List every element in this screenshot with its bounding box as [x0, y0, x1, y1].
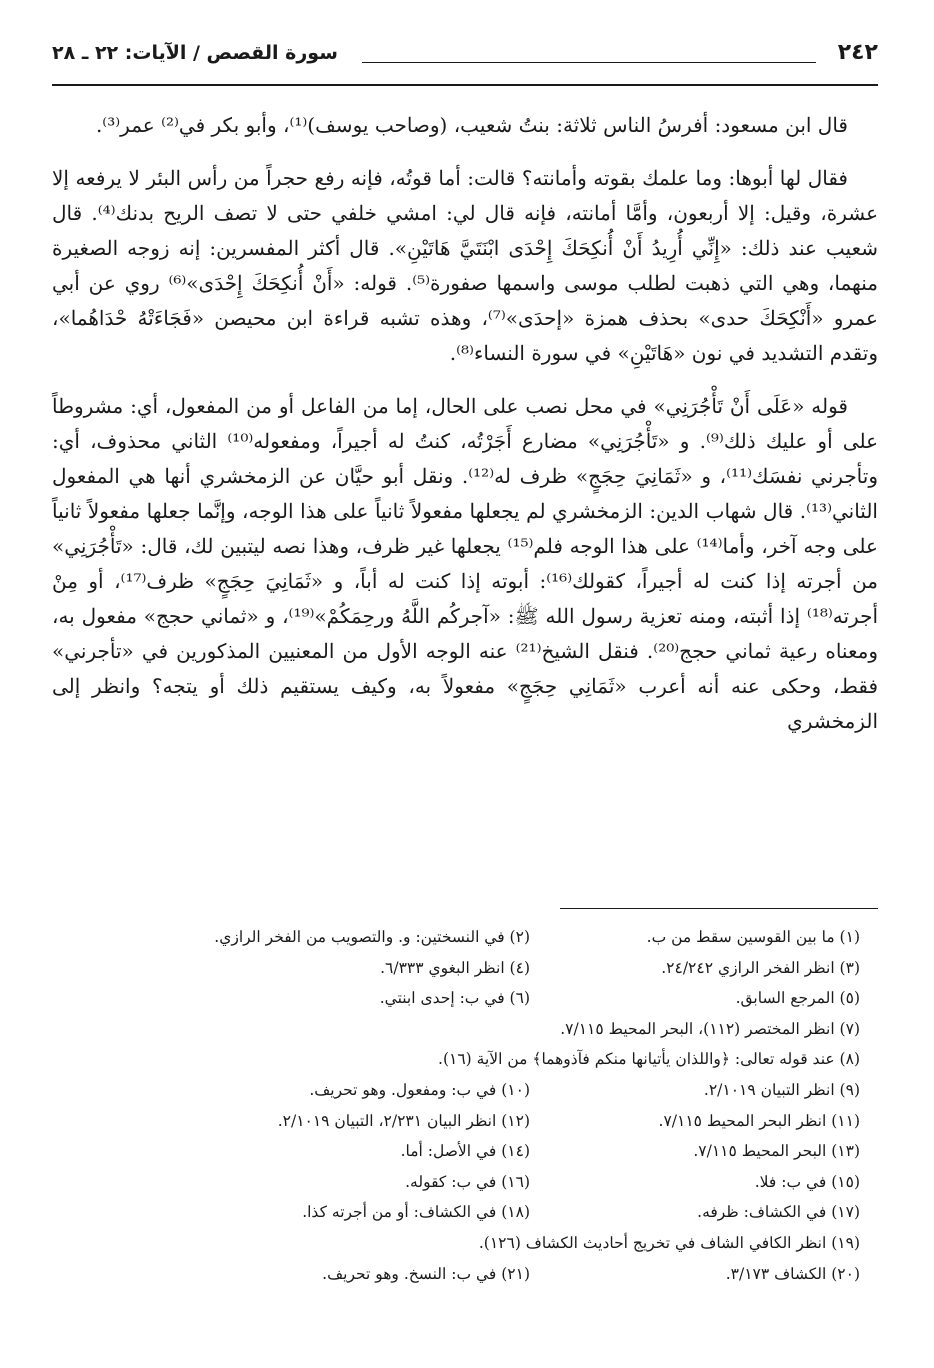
page-number: ٢٤٢ [837, 40, 878, 65]
footnote: (١٧) في الكشاف: ظرفه. [697, 1203, 860, 1222]
footnote: (١٦) في ب: كقوله. [405, 1172, 530, 1191]
paragraph: قوله «عَلَى أَنْ تَأْجُرَنِي» في محل نصب على الحال، إما من الفاعل أو من المفعول، أي: مشروطاً على أو عليك ذلك⁽⁹⁾. و «تَأْجُرَنِي» مضارع أَجَرْتُه، كنتُ له أجيراً، ومفعوله⁽¹⁰⁾ الثاني محذوف، أي: وتأجرني نفسَك⁽¹¹⁾، و «ثَمَانِيَ حِجَجٍ» ظرف له⁽¹²⁾. ونقل أبو حيَّان عن الزمخشري أنها هي المفعول الثاني⁽¹³⁾. قال شهاب الدين: الزمخشري لم يجعلها مفعولاً ثانياً على هذا الوجه، وإنَّما جعلها مفعولاً ثانياً على وجه آخر، وأما⁽¹⁴⁾ على هذا الوجه فلم⁽¹⁵⁾ يجعلها غير ظرف، وهذا نصه ليتبين لك، قال: «تَأْجُرَنِي» من أجرته إذا كنت له أجيراً، كقولك⁽¹⁶⁾: أبوته إذا كنت له أباً، و «ثَمَانِيَ حِجَجٍ» ظرف⁽¹⁷⁾، أو مِنْ أجرته⁽¹⁸⁾ إذا أثبته، ومنه تعزية رسول الله ﷺ: «آجركُم اللَّهُ ورحِمَكُمْ»⁽¹⁹⁾، و «ثماني حجج» مفعول به، ومعناه رعية ثماني حجج⁽²⁰⁾. فنقل الشيخ⁽²¹⁾ عنه الوجه الأول من المعنيين المذكورين في «تأجرني» فقط، وحكى عنه أنه أعرب «ثَمَانِي حِجَجٍ» مفعولاً به، وكيف يستقيم ذلك أو يتجه؟ وانظر إلى الزمخشري [52, 394, 879, 733]
header-rule [52, 84, 878, 86]
footnote: (١٣) البحر المحيط ٧/١١٥. [693, 1142, 860, 1161]
running-title: سورة القصص / الآيات: ٢٢ ـ ٢٨ [52, 42, 338, 64]
footnote: (١٢) انظر البيان ٢/٢٣١، التبيان ٢/١٠١٩. [277, 1111, 530, 1130]
footnote: (٨) عند قوله تعالى: ﴿واللذان يأتيانها منكم فآذوهما﴾ من الآية (١٦). [438, 1050, 860, 1069]
footnotes [80, 922, 860, 1289]
footnote: (٢١) في ب: النسخ. وهو تحريف. [322, 1264, 530, 1283]
main-text [52, 108, 878, 757]
footnote: (٩) انظر التبيان ٢/١٠١٩. [703, 1080, 860, 1099]
paragraph: فقال لها أبوها: وما علمك بقوته وأمانته؟ قالت: أما قوتُه، فإنه رفع حجراً من رأس البئر لا يرفعه إلا عشرة، وقيل: إلا أربعون، وأمَّا أمانته، فإنه قال لي: امشي خلفي حتى لا تصف الريح بدنك⁽⁴⁾. قال شعيب عند ذلك: «إِنِّي أُرِيدُ أَنْ أُنكِحَكَ إِحْدَى ابْنَتَيَّ هَاتَيْنِ». قال أكثر المفسرين: إنه زوجه الصغيرة منهما، وهي التي ذهبت لطلب موسى واسمها صفورة⁽⁵⁾. قوله: «أَنْ أُنكِحَكَ إِحْدَى»⁽⁶⁾ روي عن أبي عمرو «أَنْكِحَكَ حدى» بحذف همزة «إحدَى»⁽⁷⁾، وهذه تشبه قراءة ابن محيصن «فَجَاءَتْهُ حْدَاهُما»، وتقدم التشديد في نون «هَاتَيْنِ» في سورة النساء⁽⁸⁾. [52, 166, 879, 365]
footnote: (٤) انظر البغوي ٦/٣٣٣. [380, 958, 530, 977]
footnote-separator [560, 908, 878, 909]
paragraph: قال ابن مسعود: أفرسُ الناس ثلاثة: بنتُ شعيب، (وصاحب يوسف)⁽¹⁾، وأبو بكر في⁽²⁾ عمر⁽³⁾. [95, 113, 848, 137]
footnote: (٢٠) الكشاف ٣/١٧٣. [725, 1264, 860, 1283]
footnote: (١٠) في ب: ومفعول. وهو تحريف. [309, 1080, 530, 1099]
footnote: (١٥) في ب: فلا. [754, 1172, 860, 1191]
footnote: (٥) المرجع السابق. [735, 989, 860, 1008]
footnote: (١٩) انظر الكافي الشاف في تخريج أحاديث الكشاف (١٢٦). [478, 1233, 860, 1252]
footnote: (٧) انظر المختصر (١١٢)، البحر المحيط ٧/١١٥. [560, 1019, 860, 1038]
footnote: (١٤) في الأصل: أما. [400, 1142, 530, 1161]
page-header [52, 38, 878, 80]
header-dash-line [362, 62, 816, 63]
footnote: (٣) انظر الفخر الرازي ٢٤/٢٤٢. [661, 958, 860, 977]
footnote: (٦) في ب: إحدى ابنتي. [379, 989, 530, 1008]
footnote: (١٨) في الكشاف: أو من أجرته كذا. [302, 1203, 530, 1222]
footnote: (٢) في النسختين: و. والتصويب من الفخر الرازي. [214, 928, 530, 946]
footnote: (١١) انظر البحر المحيط ٧/١١٥. [658, 1111, 860, 1130]
footnote: (١) ما بين القوسين سقط من ب. [646, 928, 860, 946]
